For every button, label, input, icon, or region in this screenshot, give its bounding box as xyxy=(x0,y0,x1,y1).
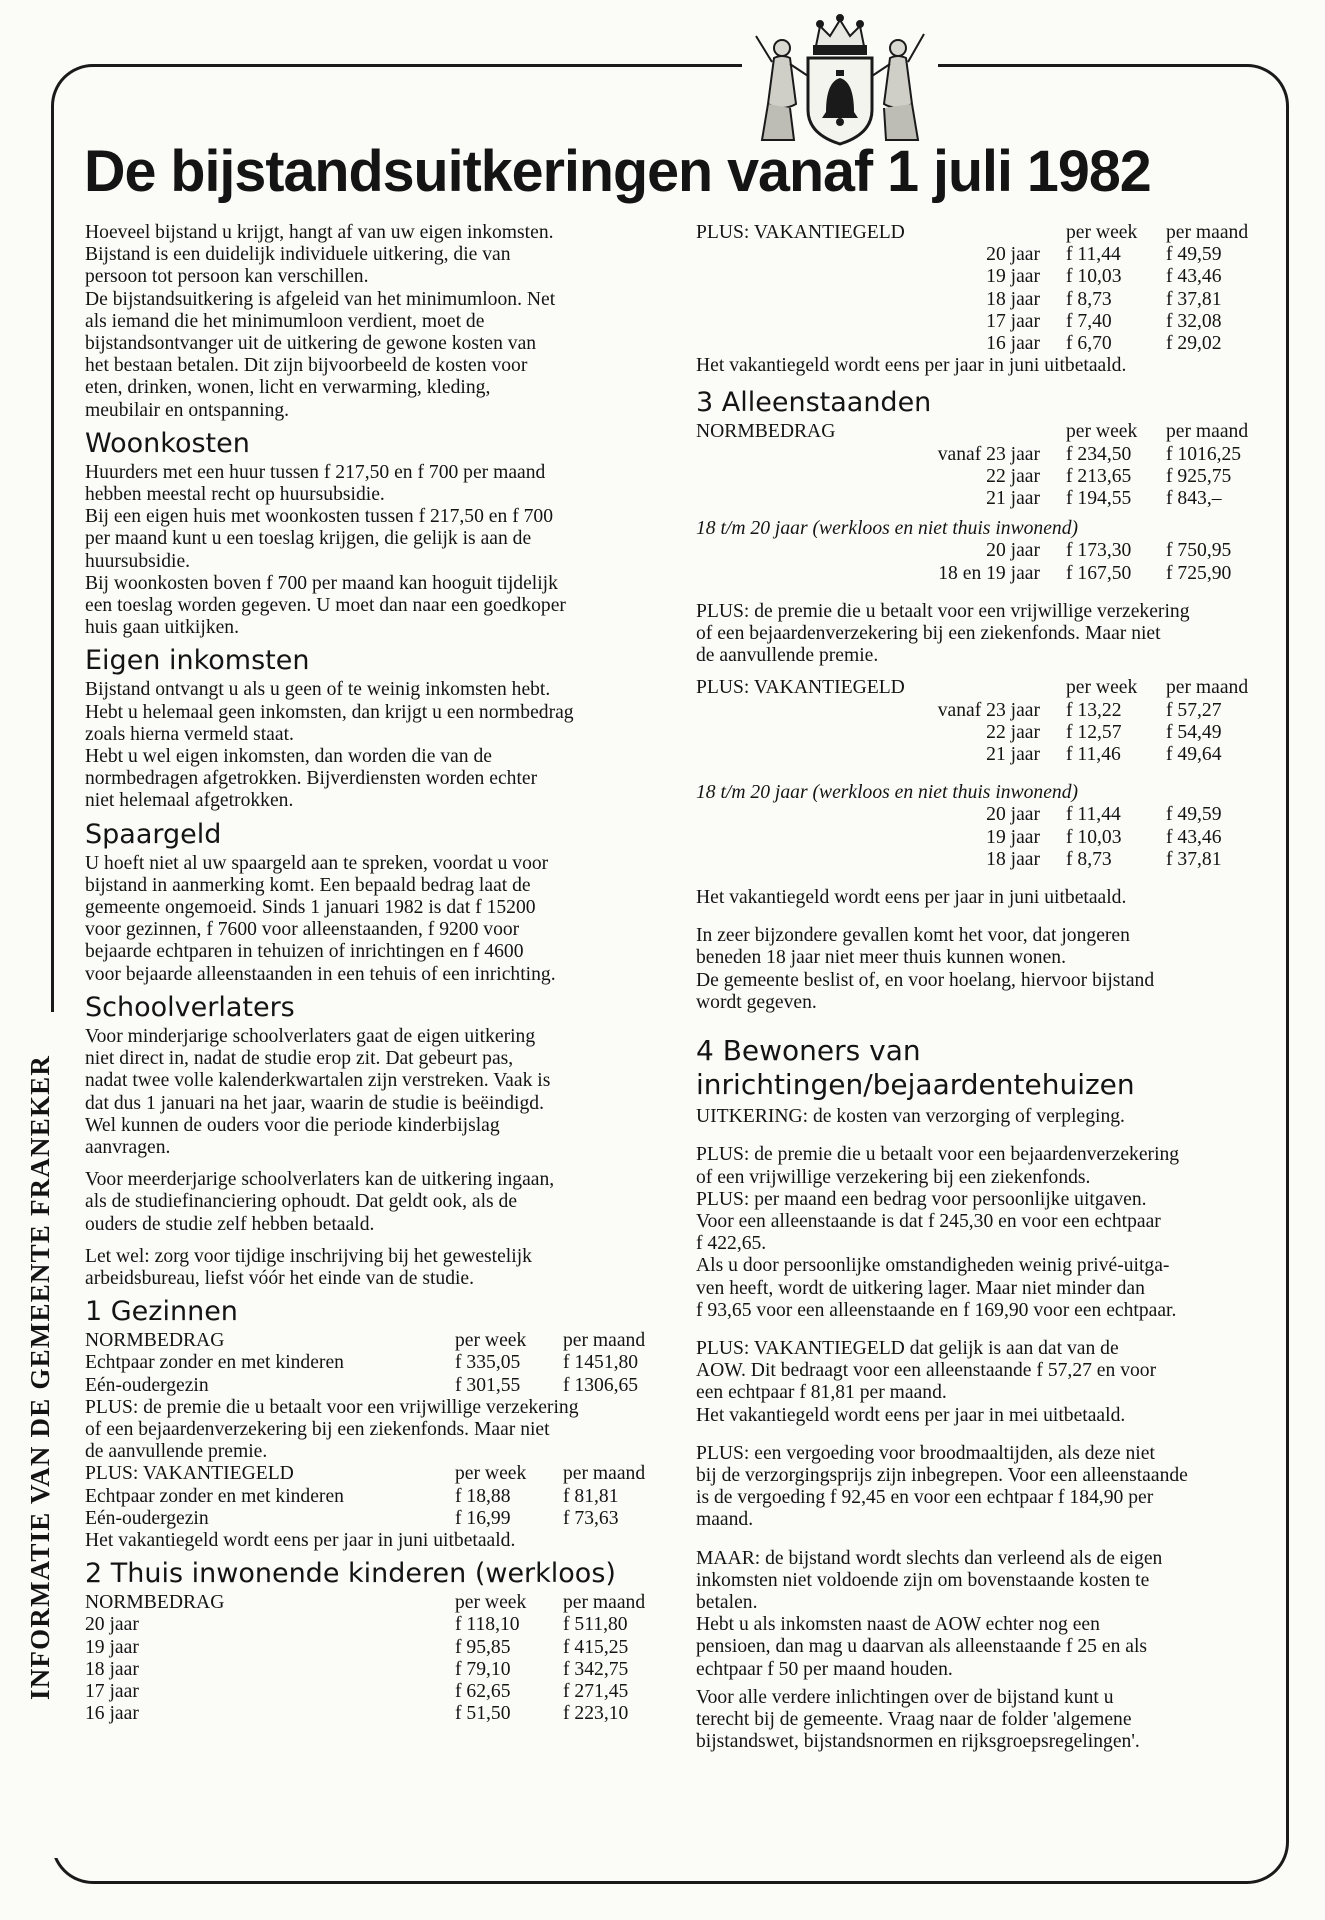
text-line: In zeer bijzondere gevallen komt het voor, dat jongeren xyxy=(696,925,1130,947)
table-cell: f 213,65 xyxy=(1066,465,1132,487)
alleenstaanden-note: Het vakantiegeld wordt eens per jaar in juni uitbetaald. xyxy=(696,887,1127,909)
text-line: inkomsten niet voldoende zijn om bovenstaande kosten te xyxy=(696,1569,1150,1591)
table-cell: 16 jaar xyxy=(85,1703,139,1725)
table-cell: 20 jaar xyxy=(85,1614,139,1636)
text-line: Huurders met een huur tussen f 217,50 en f 700 per maand xyxy=(85,461,546,483)
table-header: per maand xyxy=(563,1592,646,1614)
heading-line: 4 Bewoners van xyxy=(696,1034,921,1068)
text-line: Voor meerderjarige schoolverlaters kan de uitkering ingaan, xyxy=(85,1169,555,1191)
text-line: bijstandswet, bijstandsnormen en rijksgroepsregelingen'. xyxy=(696,1731,1140,1753)
table-row xyxy=(85,1486,663,1508)
table-cell: 19 jaar xyxy=(986,826,1040,848)
text-line: U hoeft niet al uw spaargeld aan te spreken, voordat u voor xyxy=(85,852,549,874)
table-cell: f 95,85 xyxy=(455,1636,511,1658)
table-header: per week xyxy=(1066,677,1138,699)
table-cell: f 43,46 xyxy=(1166,266,1222,288)
table-row xyxy=(85,1375,663,1397)
table-header: per maand xyxy=(563,1463,646,1485)
table-header: PLUS: VAKANTIEGELD xyxy=(85,1463,294,1485)
table-header-row xyxy=(85,1330,663,1352)
table-cell: f 1016,25 xyxy=(1166,443,1242,465)
section-heading-bewoners xyxy=(696,1034,1276,1102)
text-line: PLUS: per maand een bedrag voor persoonlijke uitgaven. xyxy=(696,1188,1147,1210)
text-line: of een bejaardenverzekering bij een ziekenfonds. Maar niet xyxy=(696,623,1161,645)
table-cell: 17 jaar xyxy=(85,1680,139,1702)
text-line: Wel kunnen de ouders voor die periode kinderbijslag xyxy=(85,1114,500,1136)
bewoners-maar-text xyxy=(696,1548,1276,1681)
table-cell: 22 jaar xyxy=(986,465,1040,487)
text-line: PLUS: de premie die u betaalt voor een vrijwillige verzekering xyxy=(696,600,1190,622)
table-cell: f 32,08 xyxy=(1166,310,1222,332)
table-header: per week xyxy=(1066,421,1138,443)
jongeren-text xyxy=(696,925,1276,1014)
table-cell: f 223,10 xyxy=(563,1703,629,1725)
text-line: dat dus 1 januari na het jaar, waarin de studie is beëindigd. xyxy=(85,1092,544,1114)
table-cell: 21 jaar xyxy=(986,744,1040,766)
table-header: PLUS: VAKANTIEGELD xyxy=(696,222,905,243)
alleenstaanden-sub-table xyxy=(696,540,1276,584)
text-line: PLUS: de premie die u betaalt voor een vrijwillige verzekering xyxy=(85,1396,579,1418)
table-cell: 18 jaar xyxy=(986,848,1040,870)
table-cell: f 57,27 xyxy=(1166,699,1222,721)
text-line: bejaarde echtparen in tehuizen of inrichtingen en f 4600 xyxy=(85,941,524,963)
table-header: per week xyxy=(455,1592,527,1614)
table-cell: f 342,75 xyxy=(563,1658,629,1680)
table-cell: 20 jaar xyxy=(986,244,1040,266)
text-line: Voor alle verdere inlichtingen over de bijstand kunt u xyxy=(696,1686,1114,1708)
text-line: wordt gegeven. xyxy=(696,991,817,1013)
section-heading-eigen-inkomsten: Eigen inkomsten xyxy=(85,645,310,677)
table-cell: f 37,81 xyxy=(1166,848,1222,870)
text-line: of een vrijwillige verzekering bij een ziekenfonds. xyxy=(696,1166,1091,1188)
table-header: NORMBEDRAG xyxy=(85,1330,225,1352)
thuis-vakantiegeld-table xyxy=(696,222,1276,355)
text-line: Bijstand ontvangt u als u geen of te weinig inkomsten hebt. xyxy=(85,679,551,701)
gezinnen-normbedrag-table xyxy=(85,1330,663,1397)
section-heading-thuis-inwonend: 2 Thuis inwonende kinderen (werkloos) xyxy=(85,1558,616,1590)
table-cell: 17 jaar xyxy=(986,310,1040,332)
text-line: pensioen, dan mag u daarvan als alleenstaande f 25 en als xyxy=(696,1636,1148,1658)
text-line: de aanvullende premie. xyxy=(85,1441,268,1463)
alleenstaanden-sub-label: 18 t/m 20 jaar (werkloos en niet thuis inwonend) xyxy=(696,518,1079,540)
table-header-row xyxy=(696,677,1276,699)
table-cell: vanaf 23 jaar xyxy=(937,443,1040,465)
table-cell: f 13,22 xyxy=(1066,699,1122,721)
text-line: als de studiefinanciering ophoudt. Dat geldt ook, als de xyxy=(85,1191,518,1213)
spacer xyxy=(696,585,1276,601)
table-row xyxy=(85,1703,663,1725)
text-line: niet direct in, nadat de studie erop zit. Dat gebeurt pas, xyxy=(85,1048,514,1070)
table-row xyxy=(696,289,1276,311)
left-supporter-figure xyxy=(756,36,808,140)
table-cell: f 511,80 xyxy=(563,1614,628,1636)
table-row xyxy=(696,827,1276,849)
spacer xyxy=(696,667,1276,677)
table-row xyxy=(696,804,1276,826)
table-cell: f 725,90 xyxy=(1166,562,1232,584)
table-cell: f 54,49 xyxy=(1166,721,1222,743)
table-row xyxy=(696,466,1276,488)
text-line: een echtpaar f 81,81 per maand. xyxy=(696,1382,947,1404)
text-line: AOW. Dit bedraagt voor een alleenstaande f 57,27 en voor xyxy=(696,1360,1157,1382)
gezinnen-premie-text xyxy=(85,1397,670,1464)
table-cell: f 37,81 xyxy=(1166,288,1222,310)
table-header: per maand xyxy=(1166,677,1249,699)
text-line: zoals hierna vermeld staat. xyxy=(85,723,294,745)
table-row xyxy=(85,1352,663,1374)
text-line: voor gezinnen, f 7600 voor alleenstaanden, f 9200 voor xyxy=(85,919,520,941)
table-cell: f 750,95 xyxy=(1166,540,1232,562)
intro-text xyxy=(85,222,670,422)
table-header: NORMBEDRAG xyxy=(85,1592,225,1614)
table-row xyxy=(696,700,1276,722)
text-line: Als u door persoonlijke omstandigheden weinig privé-uitga- xyxy=(696,1255,1170,1277)
bewoners-broodmaaltijden-text xyxy=(696,1443,1276,1532)
left-column xyxy=(85,222,670,1725)
table-header: per maand xyxy=(1166,222,1249,243)
table-row xyxy=(85,1637,663,1659)
table-row xyxy=(85,1614,663,1636)
spacer xyxy=(696,1128,1276,1144)
text-line: betalen. xyxy=(696,1591,758,1613)
heading-line: inrichtingen/bejaardentehuizen xyxy=(696,1068,1135,1102)
bewoners-uitkering: UITKERING: de kosten van verzorging of verpleging. xyxy=(696,1106,1125,1128)
alleenstaanden-vak-sub-label: 18 t/m 20 jaar (werkloos en niet thuis inwonend) xyxy=(696,782,1079,804)
table-cell: f 12,57 xyxy=(1066,721,1122,743)
table-cell: f 925,75 xyxy=(1166,465,1232,487)
text-line: Het vakantiegeld wordt eens per jaar in mei uitbetaald. xyxy=(696,1404,1126,1426)
text-line: De bijstandsuitkering is afgeleid van het minimumloon. Net xyxy=(85,288,556,310)
text-line: persoon tot persoon kan verschillen. xyxy=(85,266,369,288)
text-line: het bestaan betalen. Dit zijn bijvoorbeeld de kosten voor xyxy=(85,355,528,377)
table-header: PLUS: VAKANTIEGELD xyxy=(696,677,905,699)
text-line: de aanvullende premie. xyxy=(696,645,879,667)
bewoners-vakantiegeld-text xyxy=(696,1338,1276,1427)
table-header-row xyxy=(85,1592,663,1614)
table-cell: 16 jaar xyxy=(986,333,1040,355)
table-cell: 20 jaar xyxy=(986,804,1040,826)
spacer xyxy=(696,871,1276,887)
table-cell: f 11,44 xyxy=(1066,244,1121,266)
table-cell: f 49,59 xyxy=(1166,804,1222,826)
text-line: Voor een alleenstaande is dat f 245,30 en voor een echtpaar xyxy=(696,1210,1161,1232)
text-line: huursubsidie. xyxy=(85,550,191,572)
right-supporter-figure xyxy=(872,34,924,140)
eigen-inkomsten-text xyxy=(85,679,670,812)
text-line: PLUS: een vergoeding voor broodmaaltijden, als deze niet xyxy=(696,1442,1155,1464)
right-column xyxy=(696,222,1276,1753)
table-cell: 22 jaar xyxy=(986,721,1040,743)
text-line: Hebt u wel eigen inkomsten, dan worden die van de xyxy=(85,746,493,768)
alleenstaanden-vakantiegeld-table xyxy=(696,677,1276,766)
table-cell: f 79,10 xyxy=(455,1658,511,1680)
text-line: Voor minderjarige schoolverlaters gaat de eigen uitkering xyxy=(85,1025,536,1047)
text-line: f 422,65. xyxy=(696,1233,767,1255)
thuis-note: Het vakantiegeld wordt eens per jaar in juni uitbetaald. xyxy=(696,355,1127,377)
text-line: PLUS: VAKANTIEGELD dat gelijk is aan dat van de xyxy=(696,1337,1119,1359)
table-row xyxy=(696,488,1276,510)
table-cell: vanaf 23 jaar xyxy=(937,699,1040,721)
spacer xyxy=(696,909,1276,925)
table-cell: f 11,46 xyxy=(1066,744,1121,766)
text-line: Let wel: zorg voor tijdige inschrijving bij het gewestelijk xyxy=(85,1245,532,1267)
section-heading-alleenstaanden: 3 Alleenstaanden xyxy=(696,387,932,419)
table-cell: f 173,30 xyxy=(1066,540,1132,562)
text-line: Bijstand is een duidelijk individuele uitkering, die van xyxy=(85,244,511,266)
table-cell: f 234,50 xyxy=(1066,443,1132,465)
table-cell: f 8,73 xyxy=(1066,288,1112,310)
schoolverlaters-text xyxy=(85,1026,670,1290)
section-heading-gezinnen: 1 Gezinnen xyxy=(85,1296,238,1328)
text-line: De gemeente beslist of, en voor hoelang, hiervoor bijstand xyxy=(696,969,1155,991)
text-line: Hebt u helemaal geen inkomsten, dan krijgt u een normbedrag xyxy=(85,701,574,723)
inlichtingen-text xyxy=(696,1687,1276,1754)
text-line: arbeidsbureau, liefst vóór het einde van de studie. xyxy=(85,1267,475,1289)
table-cell: f 11,44 xyxy=(1066,804,1121,826)
table-cell: f 335,05 xyxy=(455,1352,521,1374)
table-cell: 18 jaar xyxy=(85,1658,139,1680)
coat-of-arms-logo xyxy=(742,12,938,150)
text-line: huis gaan uitkijken. xyxy=(85,617,240,639)
table-header: per maand xyxy=(563,1330,646,1352)
woonkosten-text xyxy=(85,462,670,640)
table-header: NORMBEDRAG xyxy=(696,421,836,443)
text-line: meubilair en ontspanning. xyxy=(85,399,290,421)
thuis-normbedrag-table xyxy=(85,1592,663,1725)
section-heading-woonkosten: Woonkosten xyxy=(85,427,250,459)
table-cell: f 51,50 xyxy=(455,1703,511,1725)
table-cell: f 16,99 xyxy=(455,1507,511,1529)
table-header-row xyxy=(696,421,1276,443)
text-line: bij de verzorgingsprijs zijn inbegrepen. Voor een alleenstaande xyxy=(696,1464,1188,1486)
table-cell: 19 jaar xyxy=(986,266,1040,288)
table-header: per maand xyxy=(1166,421,1249,443)
section-heading-spaargeld: Spaargeld xyxy=(85,818,222,850)
text-line: Hoeveel bijstand u krijgt, hangt af van uw eigen inkomsten. xyxy=(85,222,554,243)
text-line: maand. xyxy=(696,1509,754,1531)
table-row xyxy=(696,244,1276,266)
spacer xyxy=(696,1322,1276,1338)
text-line: terecht bij de gemeente. Vraag naar de folder 'algemene xyxy=(696,1708,1132,1730)
table-header-row xyxy=(696,222,1276,244)
side-label: INFORMATIE VAN DE GEMEENTE FRANEKER xyxy=(25,1054,55,1700)
table-header: per week xyxy=(1066,222,1138,243)
table-row xyxy=(85,1508,663,1530)
gezinnen-vakantiegeld-table xyxy=(85,1463,663,1530)
table-cell: f 7,40 xyxy=(1066,310,1112,332)
text-line: bijstandsontvanger uit de uitkering de gewone kosten van xyxy=(85,333,537,355)
table-cell: f 49,59 xyxy=(1166,244,1222,266)
table-cell: 18 en 19 jaar xyxy=(938,562,1040,584)
section-heading-schoolverlaters: Schoolverlaters xyxy=(85,991,295,1023)
table-row xyxy=(696,722,1276,744)
table-cell: Eén-oudergezin xyxy=(85,1507,209,1529)
table-cell: 21 jaar xyxy=(986,488,1040,510)
text-line: Bij een eigen huis met woonkosten tussen f 217,50 en f 700 xyxy=(85,506,554,528)
table-cell: f 843,– xyxy=(1166,488,1222,510)
text-line: Hebt u als inkomsten naast de AOW echter nog een xyxy=(696,1614,1100,1636)
text-line: als iemand die het minimumloon verdient, moet de xyxy=(85,310,485,332)
table-cell: f 49,64 xyxy=(1166,744,1222,766)
table-cell: f 415,25 xyxy=(563,1636,629,1658)
table-header: per week xyxy=(455,1330,527,1352)
table-cell: 19 jaar xyxy=(85,1636,139,1658)
table-cell: f 301,55 xyxy=(455,1374,521,1396)
text-line: f 93,65 voor een alleenstaande en f 169,90 voor een echtpaar. xyxy=(696,1299,1177,1321)
table-header-row xyxy=(85,1463,663,1485)
alleenstaanden-premie-text xyxy=(696,601,1276,668)
table-cell: f 73,63 xyxy=(563,1507,619,1529)
alleenstaanden-normbedrag-table xyxy=(696,421,1276,510)
table-row xyxy=(696,266,1276,288)
text-line: eten, drinken, wonen, licht en verwarming, kleding, xyxy=(85,377,491,399)
text-line: ouders de studie zelf hebben betaald. xyxy=(85,1213,375,1235)
table-header: per week xyxy=(455,1463,527,1485)
text-line: ven heeft, wordt de uitkering lager. Maar niet minder dan xyxy=(696,1277,1145,1299)
table-row xyxy=(696,311,1276,333)
text-line: PLUS: de premie die u betaalt voor een bejaardenverzekering xyxy=(696,1144,1180,1166)
crown-icon xyxy=(814,15,866,54)
text-line: voor bejaarde alleenstaanden in een tehuis of een inrichting. xyxy=(85,963,556,985)
text-line: normbedragen afgetrokken. Bijverdiensten worden echter xyxy=(85,768,538,790)
table-row xyxy=(696,444,1276,466)
table-cell: f 10,03 xyxy=(1066,826,1122,848)
text-line: een toeslag worden gegeven. U moet dan naar een goedkoper xyxy=(85,595,566,617)
text-line: is de vergoeding f 92,45 en voor een echtpaar f 184,90 per xyxy=(696,1487,1154,1509)
table-cell: f 29,02 xyxy=(1166,333,1222,355)
table-cell: f 1306,65 xyxy=(563,1374,639,1396)
text-line: of een bejaardenverzekering bij een ziekenfonds. Maar niet xyxy=(85,1418,550,1440)
alleenstaanden-vak-sub-table xyxy=(696,804,1276,871)
table-cell: f 8,73 xyxy=(1066,848,1112,870)
table-row xyxy=(696,849,1276,871)
table-row xyxy=(696,540,1276,562)
text-line: gemeente ongemoeid. Sinds 1 januari 1982 is dat f 15200 xyxy=(85,897,536,919)
table-cell: f 167,50 xyxy=(1066,562,1132,584)
table-cell: Eén-oudergezin xyxy=(85,1374,209,1396)
table-cell: f 1451,80 xyxy=(563,1352,639,1374)
gezinnen-note: Het vakantiegeld wordt eens per jaar in juni uitbetaald. xyxy=(85,1529,516,1551)
table-cell: f 81,81 xyxy=(563,1485,619,1507)
table-cell: Echtpaar zonder en met kinderen xyxy=(85,1352,344,1374)
spacer xyxy=(85,1236,670,1246)
text-line: beneden 18 jaar niet meer thuis kunnen wonen. xyxy=(696,947,1066,969)
spacer xyxy=(696,1532,1276,1548)
text-line: nadat twee volle kalenderkwartalen zijn verstreken. Vaak is xyxy=(85,1070,551,1092)
table-cell: f 10,03 xyxy=(1066,266,1122,288)
table-cell: f 62,65 xyxy=(455,1680,511,1702)
spacer xyxy=(85,1159,670,1169)
table-cell: f 43,46 xyxy=(1166,826,1222,848)
text-line: hebben meestal recht op huursubsidie. xyxy=(85,484,385,506)
bewoners-plus-text xyxy=(696,1144,1276,1322)
table-cell: f 194,55 xyxy=(1066,488,1132,510)
spaargeld-text xyxy=(85,853,670,986)
table-cell: 20 jaar xyxy=(986,540,1040,562)
table-row xyxy=(696,333,1276,355)
table-cell: f 6,70 xyxy=(1066,333,1112,355)
table-row xyxy=(696,563,1276,585)
table-cell: 18 jaar xyxy=(986,288,1040,310)
table-cell: f 18,88 xyxy=(455,1485,511,1507)
text-line: Bij woonkosten boven f 700 per maand kan hooguit tijdelijk xyxy=(85,572,558,594)
table-cell: f 118,10 xyxy=(455,1614,520,1636)
table-row xyxy=(85,1659,663,1681)
table-row xyxy=(85,1681,663,1703)
text-line: per maand kunt u een toeslag krijgen, die gelijk is aan de xyxy=(85,528,532,550)
table-cell: f 271,45 xyxy=(563,1680,629,1702)
text-line: aanvragen. xyxy=(85,1136,171,1158)
text-line: MAAR: de bijstand wordt slechts dan verleend als de eigen xyxy=(696,1547,1163,1569)
text-line: niet helemaal afgetrokken. xyxy=(85,790,294,812)
page-title: De bijstandsuitkeringen vanaf 1 juli 1982 xyxy=(84,139,1151,204)
spacer xyxy=(696,1427,1276,1443)
text-line: bijstand in aanmerking komt. Een bepaald bedrag laat de xyxy=(85,874,531,896)
table-cell: Echtpaar zonder en met kinderen xyxy=(85,1485,344,1507)
table-row xyxy=(696,744,1276,766)
text-line: echtpaar f 50 per maand houden. xyxy=(696,1658,953,1680)
